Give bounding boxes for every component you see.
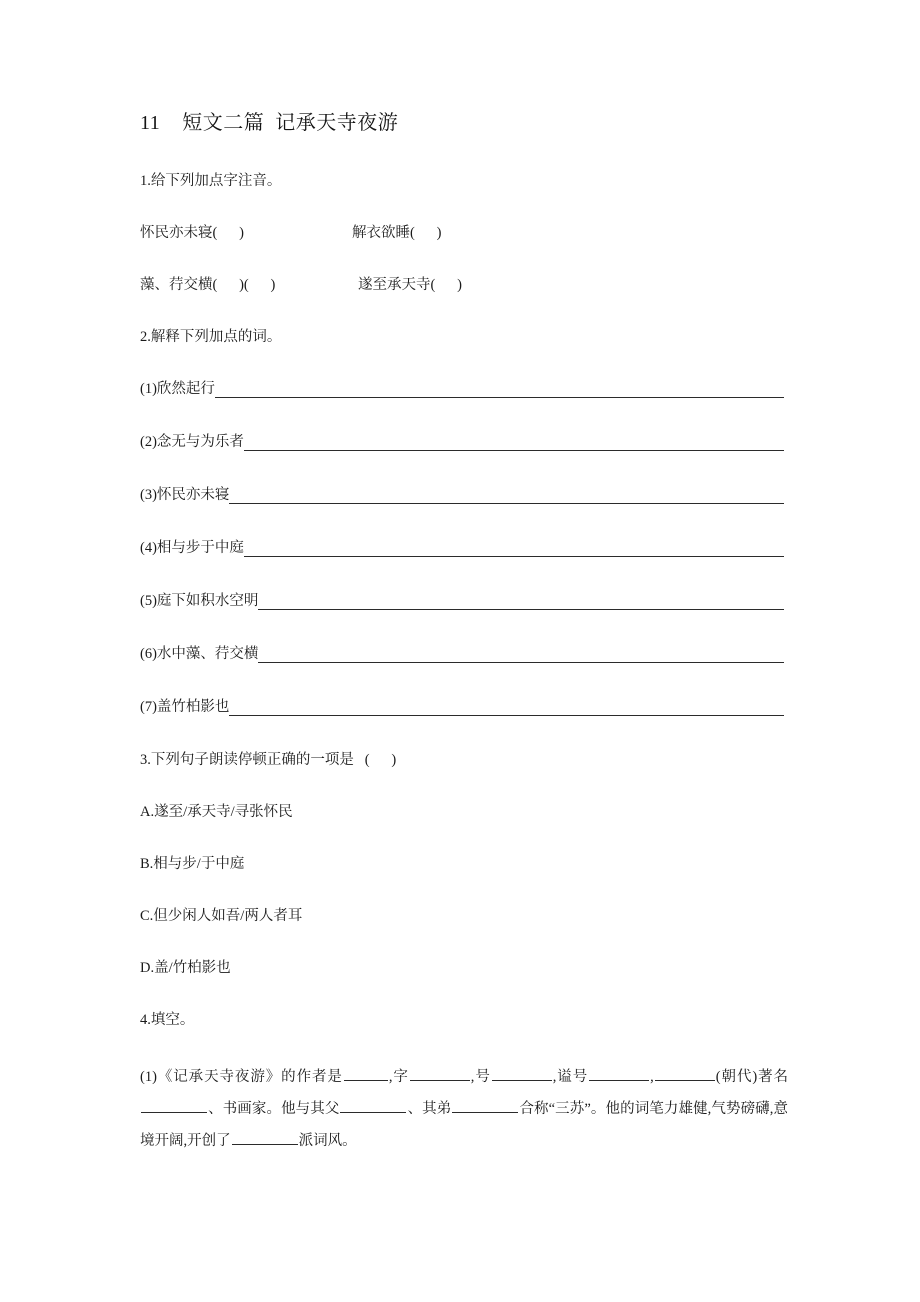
fill-seg-10: 派词风。 <box>298 1133 357 1149</box>
question-1-prompt: 1.给下列加点字注音。 <box>140 173 282 189</box>
content-column <box>140 108 789 1157</box>
choice-c[interactable]: C.但少闲人如吾/两人者耳 <box>140 908 303 924</box>
fill-seg-4: ,谥号 <box>552 1069 589 1085</box>
question-3-prompt: 3.下列句子朗读停顿正确的一项是 ( ) <box>140 752 397 768</box>
fill-seg-7: 、书画家。他与其父 <box>208 1101 340 1117</box>
pinyin-item-jieyiyushui: 解衣欲睡( ) <box>352 225 442 241</box>
definition-item-7 <box>140 696 784 719</box>
choice-d[interactable]: D.盖/竹柏影也 <box>140 960 231 976</box>
blank-posthumous-name[interactable] <box>589 1065 649 1081</box>
definition-item-1 <box>140 378 784 401</box>
pinyin-item-zaoxingjiaoheng: 藻、荇交横( )( ) <box>140 277 276 293</box>
blank-author[interactable] <box>344 1065 388 1081</box>
definition-item-2 <box>140 431 784 454</box>
fill-seg-9: 合称“三苏”。他的词笔力雄健,气势磅礴,意境开阔,开创了 <box>140 1101 789 1149</box>
blank-brother[interactable] <box>452 1097 518 1113</box>
definition-label-1: (1)欣然起行 <box>140 381 215 397</box>
question-4-fill-in-paragraph <box>140 1061 788 1157</box>
blank-father[interactable] <box>340 1097 406 1113</box>
question-4-prompt: 4.填空。 <box>140 1012 195 1028</box>
definition-label-7: (7)盖竹柏影也 <box>140 699 230 715</box>
definition-label-5: (5)庭下如积水空明 <box>140 593 259 609</box>
fill-seg-5: , <box>650 1069 654 1085</box>
definition-label-4: (4)相与步于中庭 <box>140 540 244 556</box>
blank-art-name[interactable] <box>492 1065 552 1081</box>
answer-rule-5[interactable] <box>258 608 784 610</box>
answer-rule-7[interactable] <box>229 714 784 716</box>
fill-seg-1: (1)《记承天寺夜游》的作者是 <box>140 1069 343 1085</box>
answer-rule-1[interactable] <box>215 396 784 398</box>
fill-seg-2: ,字 <box>388 1069 409 1085</box>
answer-rule-2[interactable] <box>244 449 784 451</box>
choice-a[interactable]: A.遂至/承天寺/寻张怀民 <box>140 804 293 820</box>
pinyin-item-suizhichengtiansi: 遂至承天寺( ) <box>358 277 462 293</box>
fill-seg-8: 、其弟 <box>407 1101 452 1117</box>
fill-seg-3: ,号 <box>470 1069 491 1085</box>
blank-dynasty[interactable] <box>655 1065 715 1081</box>
answer-rule-4[interactable] <box>244 555 784 557</box>
definition-item-3 <box>140 484 784 507</box>
definition-item-6 <box>140 643 784 666</box>
blank-profession[interactable] <box>141 1097 207 1113</box>
question-2-prompt: 2.解释下列加点的词。 <box>140 329 282 345</box>
page-title: 11 短文二篇 记承天寺夜游 <box>140 112 399 134</box>
definition-label-3: (3)怀民亦未寝 <box>140 487 230 503</box>
fill-seg-6: (朝代)著名 <box>715 1069 789 1085</box>
definition-item-4 <box>140 537 784 560</box>
choice-b[interactable]: B.相与步/于中庭 <box>140 856 245 872</box>
answer-rule-3[interactable] <box>229 502 784 504</box>
question-1-row-1 <box>140 222 784 244</box>
definition-item-5 <box>140 590 784 613</box>
blank-courtesy-name[interactable] <box>410 1065 470 1081</box>
question-1-row-2 <box>140 274 784 296</box>
answer-rule-6[interactable] <box>258 661 784 663</box>
pinyin-item-huaiminyiweiqin: 怀民亦未寝( ) <box>140 225 244 241</box>
definition-label-6: (6)水中藻、荇交横 <box>140 646 259 662</box>
definition-label-2: (2)念无与为乐者 <box>140 434 244 450</box>
blank-ci-school[interactable] <box>232 1129 298 1145</box>
